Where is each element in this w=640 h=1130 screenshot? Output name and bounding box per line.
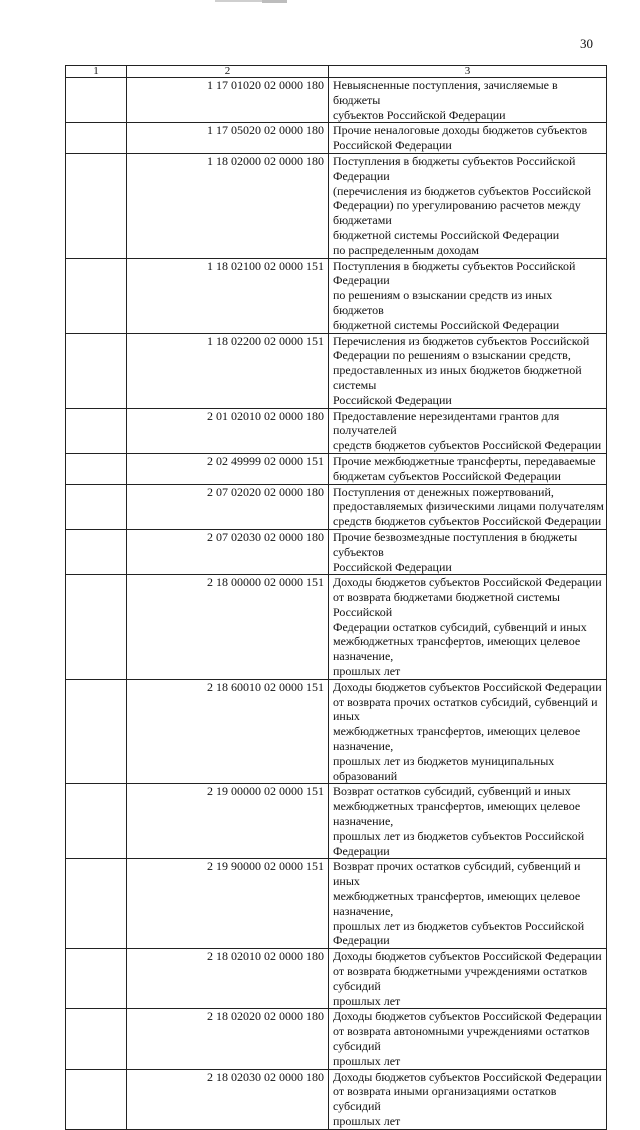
table-row bbox=[66, 78, 607, 123]
income-name-line: Поступления в бюджеты субъектов Российской Федерации bbox=[333, 153, 576, 183]
row-number-cell bbox=[66, 258, 127, 333]
table-row bbox=[66, 333, 607, 408]
row-number-cell bbox=[66, 408, 127, 453]
income-name-cell bbox=[329, 258, 607, 333]
row-number-cell bbox=[66, 784, 127, 859]
table-row bbox=[66, 1069, 607, 1129]
income-name-line: предоставляемых физическими лицами получателям bbox=[333, 499, 604, 514]
table-row bbox=[66, 123, 607, 154]
income-name-line: Доходы бюджетов субъектов Российской Федерации bbox=[333, 679, 602, 694]
budget-code-cell: 2 19 90000 02 0000 151 bbox=[127, 859, 329, 949]
row-number-cell bbox=[66, 859, 127, 949]
budget-code-cell: 2 18 60010 02 0000 151 bbox=[127, 679, 329, 784]
budget-code-cell: 2 07 02020 02 0000 180 bbox=[127, 484, 329, 529]
budget-code-cell: 2 18 00000 02 0000 151 bbox=[127, 575, 329, 680]
income-name-line: Федерации) по урегулированию расчетов между бюджетами bbox=[333, 198, 581, 228]
income-name-line: Российской Федерации bbox=[333, 138, 452, 153]
income-name-line: Поступления в бюджеты субъектов Российской Федерации bbox=[333, 258, 576, 288]
table-row bbox=[66, 153, 607, 258]
income-name-line: прошлых лет из бюджетов субъектов Российской Федерации bbox=[333, 828, 585, 858]
income-name-line: Доходы бюджетов субъектов Российской Федерации bbox=[333, 1009, 602, 1024]
income-name-line: Невыясненные поступления, зачисляемые в бюджеты bbox=[333, 78, 558, 107]
income-name-line: межбюджетных трансфертов, имеющих целевое назначение, bbox=[333, 634, 581, 664]
income-name-line: Федерации остатков субсидий, субвенций и иных bbox=[333, 619, 587, 634]
income-name-cell bbox=[329, 333, 607, 408]
income-name-line: Возврат остатков субсидий, субвенций и иных bbox=[333, 784, 571, 799]
income-name-line: прошлых лет из бюджетов муниципальных образований bbox=[333, 753, 555, 783]
income-name-line: Федерации по решениям о взыскании средств, bbox=[333, 348, 571, 363]
table-row bbox=[66, 679, 607, 784]
table-row bbox=[66, 575, 607, 680]
budget-code-cell: 2 18 02020 02 0000 180 bbox=[127, 1009, 329, 1069]
budget-code-cell: 2 19 00000 02 0000 151 bbox=[127, 784, 329, 859]
table-row bbox=[66, 408, 607, 453]
row-number-cell bbox=[66, 484, 127, 529]
income-name-cell bbox=[329, 529, 607, 574]
income-name-line: от возврата иными организациями остатков субсидий bbox=[333, 1084, 557, 1114]
row-number-cell bbox=[66, 78, 127, 123]
income-name-line: бюджетам субъектов Российской Федерации bbox=[333, 468, 561, 483]
income-name-line: Доходы бюджетов субъектов Российской Федерации bbox=[333, 575, 602, 590]
income-name-cell bbox=[329, 153, 607, 258]
income-name-line: Поступления от денежных пожертвований, bbox=[333, 484, 554, 499]
income-name-cell bbox=[329, 78, 607, 123]
income-name-line: предоставленных из иных бюджетов бюджетной системы bbox=[333, 363, 582, 392]
budget-code-cell: 1 18 02200 02 0000 151 bbox=[127, 333, 329, 408]
income-name-line: от возврата бюджетами бюджетной системы Российской bbox=[333, 590, 560, 619]
budget-code-cell: 2 18 02030 02 0000 180 bbox=[127, 1069, 329, 1129]
income-name-line: Перечисления из бюджетов субъектов Российской bbox=[333, 333, 590, 348]
income-name-line: средств бюджетов субъектов Российской Федерации bbox=[333, 514, 602, 529]
income-name-line: от возврата бюджетными учреждениями остатков субсидий bbox=[333, 964, 588, 993]
income-name-cell bbox=[329, 453, 607, 484]
income-name-cell bbox=[329, 859, 607, 949]
income-name-line: субъектов Российской Федерации bbox=[333, 107, 506, 122]
income-name-line: Доходы бюджетов субъектов Российской Федерации bbox=[333, 1069, 602, 1084]
income-name-line: по распределенным доходам bbox=[333, 242, 479, 257]
budget-code-cell: 2 07 02030 02 0000 180 bbox=[127, 529, 329, 574]
budget-code-cell: 1 17 01020 02 0000 180 bbox=[127, 78, 329, 123]
income-name-line: Предоставление нерезидентами грантов для получателей bbox=[333, 408, 560, 438]
income-name-cell bbox=[329, 575, 607, 680]
income-name-line: (перечисления из бюджетов субъектов Российской bbox=[333, 183, 592, 198]
row-number-cell bbox=[66, 949, 127, 1009]
income-name-cell bbox=[329, 1069, 607, 1129]
budget-code-cell: 1 18 02000 02 0000 180 bbox=[127, 153, 329, 258]
table-header-row bbox=[66, 66, 607, 78]
income-name-line: межбюджетных трансфертов, имеющих целевое назначение, bbox=[333, 889, 581, 918]
table-row bbox=[66, 484, 607, 529]
income-name-line: от возврата автономными учреждениями остатков субсидий bbox=[333, 1024, 590, 1053]
row-number-cell bbox=[66, 679, 127, 784]
table-row bbox=[66, 453, 607, 484]
table-row bbox=[66, 949, 607, 1009]
row-number-cell bbox=[66, 1069, 127, 1129]
income-name-line: межбюджетных трансфертов, имеющих целевое назначение, bbox=[333, 724, 581, 754]
table-body bbox=[66, 78, 607, 1130]
row-number-cell bbox=[66, 123, 127, 154]
income-name-line: межбюджетных трансфертов, имеющих целевое назначение, bbox=[333, 799, 581, 829]
income-name-line: бюджетной системы Российской Федерации bbox=[333, 317, 560, 332]
row-number-cell bbox=[66, 529, 127, 574]
table-row bbox=[66, 258, 607, 333]
income-name-line: средств бюджетов субъектов Российской Федерации bbox=[333, 438, 602, 453]
income-name-line: от возврата прочих остатков субсидий, субвенций и иных bbox=[333, 694, 598, 724]
income-name-line: Доходы бюджетов субъектов Российской Федерации bbox=[333, 949, 602, 964]
row-number-cell bbox=[66, 333, 127, 408]
budget-code-cell: 1 18 02100 02 0000 151 bbox=[127, 258, 329, 333]
budget-code-cell: 2 01 02010 02 0000 180 bbox=[127, 408, 329, 453]
income-name-cell bbox=[329, 408, 607, 453]
income-name-line: Возврат прочих остатков субсидий, субвенций и иных bbox=[333, 859, 581, 889]
income-name-cell bbox=[329, 949, 607, 1009]
row-number-cell bbox=[66, 575, 127, 680]
column-header-1: 1 bbox=[66, 66, 127, 78]
table-row bbox=[66, 1009, 607, 1069]
income-name-line: бюджетной системы Российской Федерации bbox=[333, 227, 560, 242]
income-name-line: прошлых лет bbox=[333, 993, 401, 1008]
income-name-line: прошлых лет bbox=[333, 1113, 401, 1128]
income-name-cell bbox=[329, 784, 607, 859]
income-name-line: Российской Федерации bbox=[333, 559, 452, 574]
column-header-2: 2 bbox=[127, 66, 329, 78]
scan-artifact bbox=[262, 0, 287, 3]
income-name-line: прошлых лет bbox=[333, 1053, 401, 1068]
table-row bbox=[66, 859, 607, 949]
income-name-line: по решениям о взыскании средств из иных бюджетов bbox=[333, 288, 553, 317]
page-number: 30 bbox=[580, 36, 593, 51]
row-number-cell bbox=[66, 453, 127, 484]
table-row bbox=[66, 784, 607, 859]
budget-code-cell: 2 02 49999 02 0000 151 bbox=[127, 453, 329, 484]
row-number-cell bbox=[66, 153, 127, 258]
budget-code-cell: 1 17 05020 02 0000 180 bbox=[127, 123, 329, 154]
table-row bbox=[66, 529, 607, 574]
income-name-line: Прочие неналоговые доходы бюджетов субъектов bbox=[333, 123, 588, 138]
column-header-3: 3 bbox=[329, 66, 607, 78]
income-name-cell bbox=[329, 123, 607, 154]
income-name-cell bbox=[329, 1009, 607, 1069]
income-name-cell bbox=[329, 679, 607, 784]
budget-codes-table bbox=[65, 65, 607, 1130]
budget-code-cell: 2 18 02010 02 0000 180 bbox=[127, 949, 329, 1009]
income-name-line: Российской Федерации bbox=[333, 392, 452, 407]
income-name-line: прошлых лет из бюджетов субъектов Российской Федерации bbox=[333, 918, 585, 948]
income-name-line: Прочие межбюджетные трансферты, передаваемые bbox=[333, 453, 596, 468]
row-number-cell bbox=[66, 1009, 127, 1069]
income-name-line: прошлых лет bbox=[333, 664, 401, 679]
income-name-cell bbox=[329, 484, 607, 529]
income-name-line: Прочие безвозмездные поступления в бюджеты субъектов bbox=[333, 529, 578, 559]
